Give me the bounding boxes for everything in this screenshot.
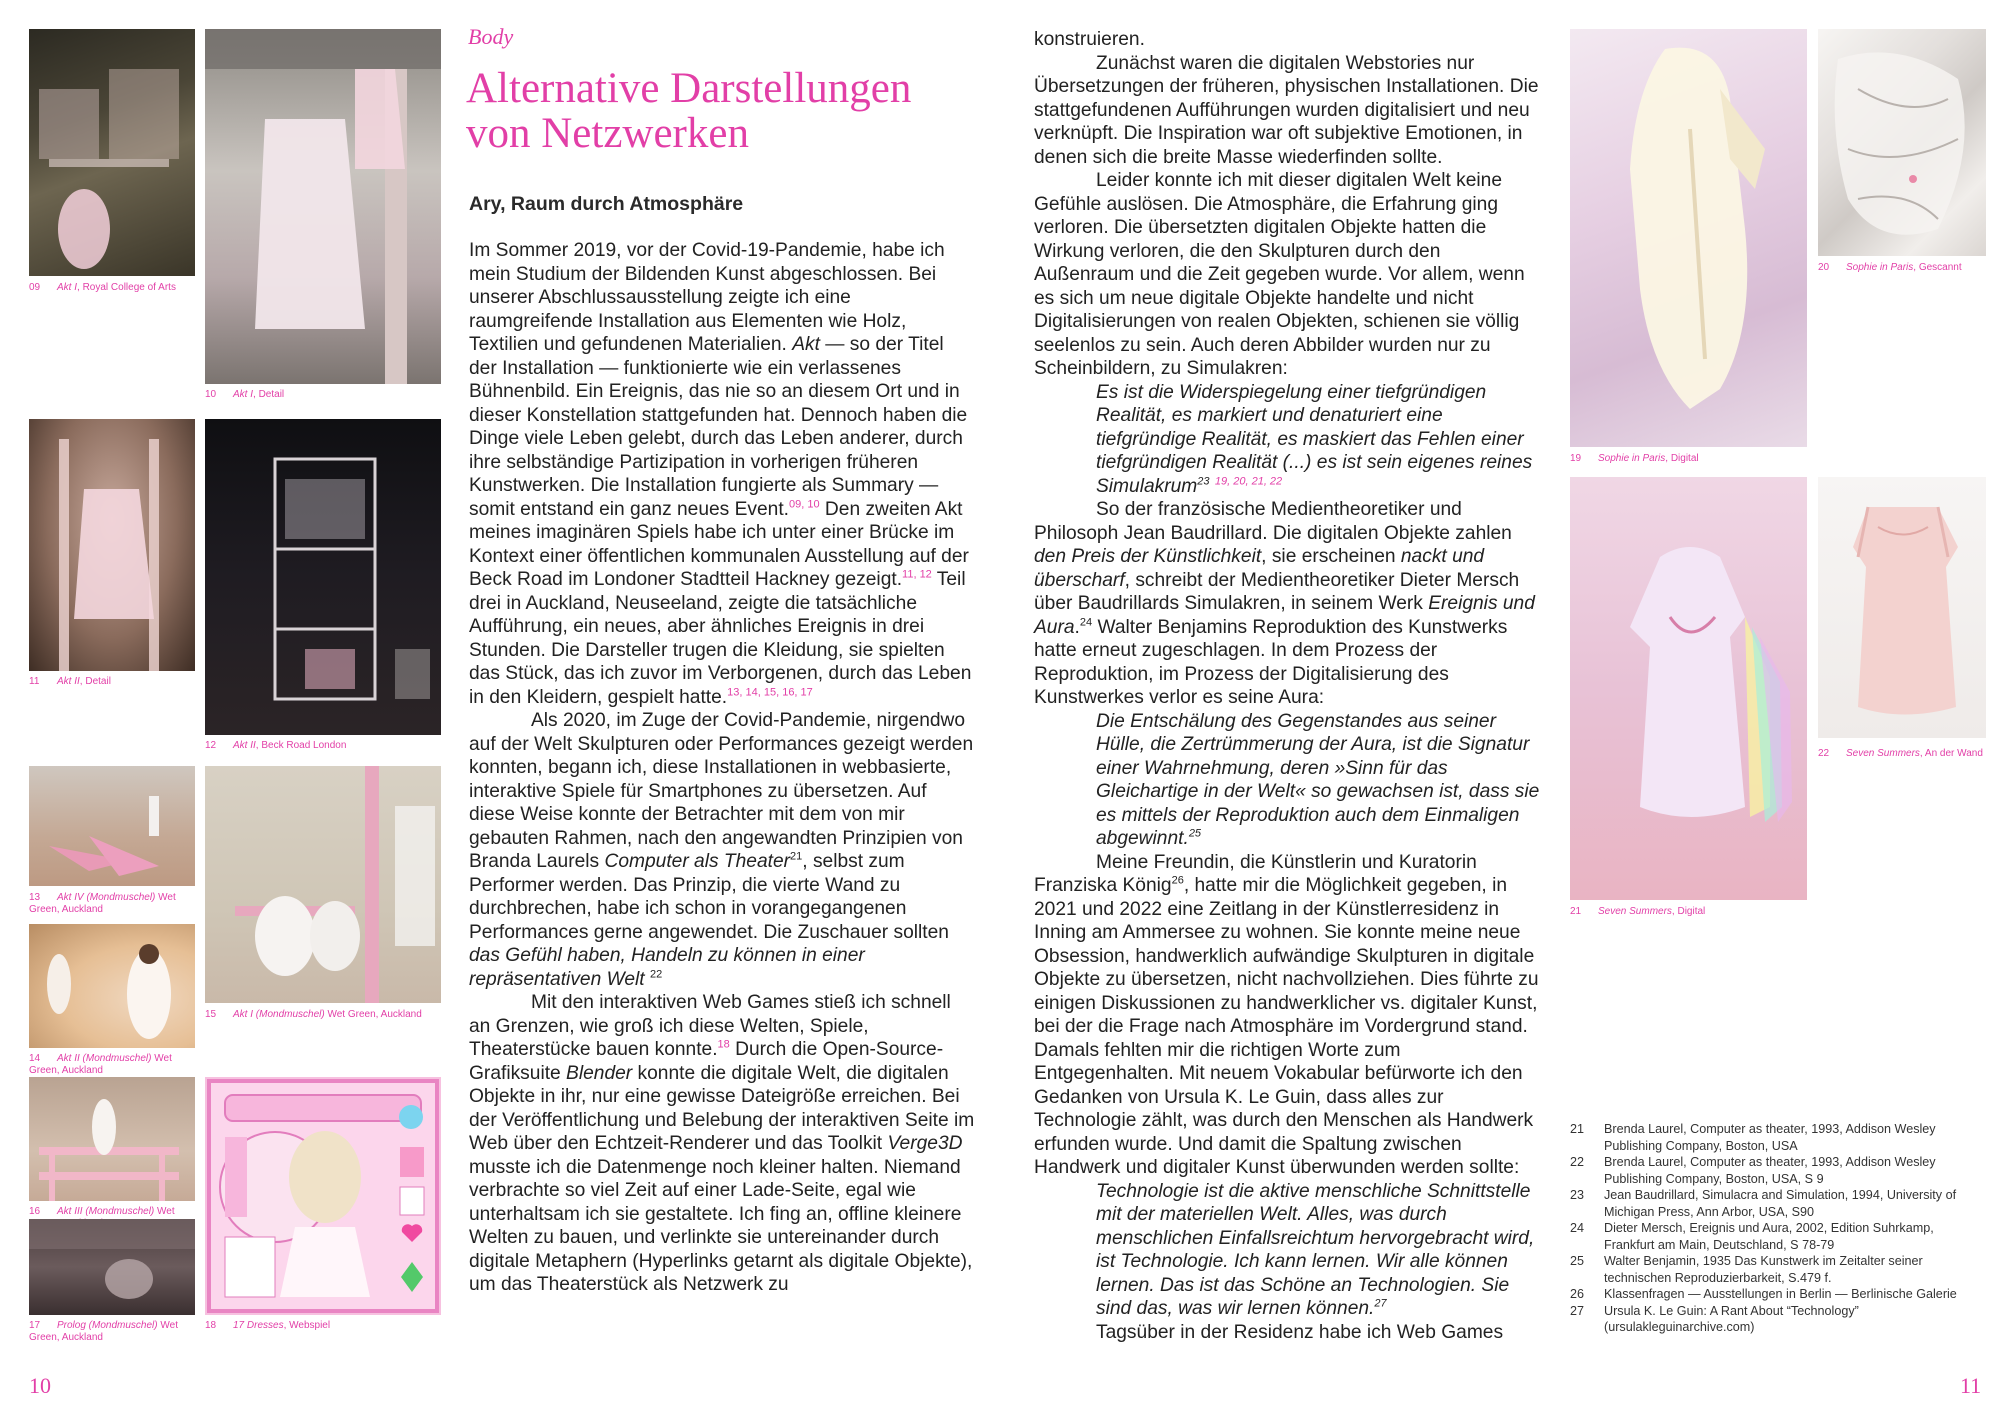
footnote-22: 22 Brenda Laurel, Computer as theater, 1993, Addison Wesley Publishing Company, Boston, USA, S 9: [1570, 1155, 1936, 1186]
paragraph-5: Leider konnte ich mit dieser digitalen Welt keine Gefühle auslösen. Die Atmosphäre, die Erfahrung ging verloren. Die übersetzten digitalen Objekte hatten die Wirkung verloren, die den Skulpturen durch den Außenraum und die Zeit gegeben wurde. Vor allem, wenn es sich um neue digitale Objekte handelte und nicht Digitalisierungen von realen Objekten, schienen sie völlig seelenlos zu sein. Auch deren Abbilder wurden nur zu Scheinbildern, zu Simulakren:: [1034, 170, 1525, 379]
photo-15-akt-i-mondmuschel: [205, 766, 441, 1003]
paragraph-7: Meine Freundin, die Künstlerin und Kuratorin Franziska König$^{26}$, hatte mir die Möglichkeit gegeben, in 2021 und 2022 eine Zeitlang in der Künstlerresidenz in Inning am Ammersee zu wohnen. Sie konnte meine neue Obsession, handwerklich aufwändige Skulpturen in digitale Objekte zu übersetzen, nicht nachvollziehen. Dies führte zu einigen Diskussionen zu handwerklicher vs. digitaler Kunst, bei der die Frage nach Atmosphäre im Vordergrund stand. Damals fehlten mir die richtigen Worte zum Entgegenhalten. Mit neuem Vokabular befürworte ich den Gedanken von Ursula K. Le Guin, dass alles zur Technologie zählt, was durch den Menschen als Handwerk erfunden wurde. Und damit die Spaltung zwischen Handwerk und digitaler Kunst überwunden werden sollte:: [1034, 851, 1539, 1178]
photo-10-akt-i-detail: [205, 29, 441, 384]
subtitle: Ary, Raum durch Atmosphäre: [469, 193, 744, 215]
photo-21-seven-summers-digital: [1570, 477, 1807, 900]
title-line-1: Alternative Darstellungen: [466, 65, 912, 112]
caption-20: 20 Sophie in Paris, Gescannt: [1818, 262, 1962, 273]
caption-15: 15 Akt I (Mondmuschel) Wet Green, Auckland: [205, 1009, 422, 1020]
title-line-2: von Netzwerken: [466, 110, 749, 157]
column-2-text: [1034, 28, 1544, 1344]
photo-13-akt-iv-mondmuschel: [29, 766, 195, 886]
paragraph-8: Tagsüber in der Residenz habe ich Web Games: [1096, 1321, 1504, 1343]
footnote-27: 27 Ursula K. Le Guin: A Rant About “Technology” (ursulakleguinarchive.com): [1570, 1303, 1859, 1334]
page-title: [466, 66, 911, 156]
caption-11: 11 Akt II, Detail: [29, 676, 111, 687]
photo-16-akt-iii-mondmuschel: [29, 1077, 195, 1201]
caption-19: 19 Sophie in Paris, Digital: [1570, 453, 1699, 464]
photo-09-akt-i-royal-college: [29, 29, 195, 276]
footnote-26: 26 Klassenfragen — Ausstellungen in Berlin — Berlinische Galerie: [1570, 1287, 1957, 1301]
caption-14: 14 Akt II (Mondmuschel) Wet Green, Auckland: [29, 1053, 172, 1076]
caption-10: 10 Akt I, Detail: [205, 389, 285, 400]
footnote-25: 25 Walter Benjamin, 1935 Das Kunstwerk im Zeitalter seiner technischen Reproduzierbarkeit, S.479 f.: [1570, 1254, 1923, 1285]
paragraph-1: Im Sommer 2019, vor der Covid-19-Pandemie, habe ich mein Studium der Bildenden Kunst abgeschlossen. Bei unserer Abschlussausstellung zeigte ich eine raumgreifende Installation aus Elementen wie Holz, Textilien und gefundenen Materialien. Akt — so der Titel der Installation — funktionierte wie ein verlassenes Bühnenbild. Ein Ereignis, das nie so an diesem Ort und in dieser Konstellation stattgefunden hat. Dennoch haben die Dinge viele Leben gelebt, durch das Leben anderer, durch ihre selbständige Partizipation in vorherigen früheren Kunstwerken. Die Installation fungierte als Summary — somit entstand ein ganz neues Event.$^{09, 10}$ Den zweiten Akt meines imaginären Spiels habe ich unter einer Brücke im Kontext einer öffentlichen kommunalen Ausstellung auf der Beck Road im Londoner Stadtteil Hackney gezeigt.$^{11, 12}$ Teil drei in Auckland, Neuseeland, zeigte die tatsächliche Aufführung, ein neues, aber ähnliches Ereignis in drei Stunden. Die Darsteller trugen die Kleidung, sie spielten das Stück, das ich zuvor im Verborgenen, durch das Leben in den Kleidern, gespielt hatte.$^{13, 14, 15, 16, 17}$: [469, 240, 972, 708]
paragraph-3: Mit den interaktiven Web Games stieß ich schnell an Grenzen, wie groß ich diese Welten, Spiele, Theaterstücke bauen konnte.$^{18}$ Durch die Open-Source-Grafiksuite Blender konnte die digitale Welt, die digitalen Objekte in ihr, nur eine gewisse Dateigröße erreichen. Bei der Veröffentlichung und Belebung der interaktiven Seite im Web über den Echtzeit-Renderer und das Toolkit Verge3D musste ich die Datenmenge noch kleiner halten. Niemand verbrachte so viel Zeit auf einer Lade-Seite, egal wie unterhaltsam ich sie gestaltete. Ich fing an, offline kleinere Welten zu bauen, und verlinkte sie untereinander durch digitale Metaphern (Hyperlinks getarnt als digitale Objekte), um das Theaterstück als Netzwerk zu: [469, 992, 975, 1295]
caption-21: 21 Seven Summers, Digital: [1570, 906, 1706, 917]
photo-22-seven-summers-an-der-wand: [1818, 477, 1986, 738]
caption-13: 13 Akt IV (Mondmuschel) Wet Green, Auckland: [29, 892, 176, 915]
photo-20-sophie-in-paris-gescannt: [1818, 29, 1986, 256]
photo-17-prolog-mondmuschel: [29, 1219, 195, 1315]
paragraph-continued: konstruieren.: [1034, 29, 1145, 50]
caption-22: 22 Seven Summers, An der Wand: [1818, 748, 1983, 759]
column-1-text: [469, 239, 975, 1297]
photo-14-akt-ii-mondmuschel: [29, 924, 195, 1048]
section-label: Body: [468, 24, 514, 49]
footnotes: [1570, 1121, 1986, 1336]
paragraph-2: Als 2020, im Zuge der Covid-Pandemie, nirgendwo auf der Welt Skulpturen oder Performances gezeigt werden konnten, begann ich, diese Installationen in webbasierte, interaktive Spiele für Smartphones zu übersetzen. Auf diese Weise konnte der Betrachter mit dem von mir gebauten Rahmen, nach den angewandten Prinzipien von Branda Laurels Computer als Theater$^{21}$, selbst zum Performer werden. Das Prinzip, die vierte Wand zu durchbrechen, habe ich schon in vorangegangenen Performances gerne angewendet. Die Zuschauer sollten das Gefühl haben, Handeln zu können in einer repräsentativen Welt $^{22}$: [469, 710, 974, 990]
photo-19-sophie-in-paris-digital: [1570, 29, 1807, 447]
caption-17: 17 Prolog (Mondmuschel) Wet Green, Auckland: [29, 1320, 178, 1343]
quote-benjamin: Die Entschälung des Gegenstandes aus seiner Hülle, die Zertrümmerung der Aura, ist die Signatur einer Wahrnehmung, deren »Sinn für das Gleichartige in der Welt« so gewachsen ist, dass sie es mittels der Reproduktion auch dem Einmaligen abgewinnt.$^{25}$: [1096, 710, 1540, 849]
footnote-24: 24 Dieter Mersch, Ereignis und Aura, 2002, Edition Suhrkamp, Frankfurt am Main, Deutschland, S 78-79: [1570, 1221, 1934, 1252]
photo-12-akt-ii-beck-road: [205, 419, 441, 735]
caption-18: 18 17 Dresses, Webspiel: [205, 1320, 331, 1331]
photo-11-akt-ii-detail: [29, 419, 195, 671]
caption-12: 12 Akt II, Beck Road London: [205, 740, 347, 751]
page-number-left: 10: [29, 1373, 51, 1398]
caption-09: 09 Akt I, Royal College of Arts: [29, 282, 176, 293]
paragraph-6: So der französische Medientheoretiker und Philosoph Jean Baudrillard. Die digitalen Objekte zahlen den Preis der Künstlichkeit, sie erscheinen nackt und überscharf, schreibt der Medientheoretiker Dieter Mersch über Baudrillards Simulakren, in seinem Werk Ereignis und Aura.$^{24}$ Walter Benjamins Reproduktion des Kunstwerks hatte erneut zugeschlagen. In dem Prozess der Reproduktion, im Prozess der Digitalisierung des Kunstwerkes verlor es seine Aura:: [1034, 499, 1535, 708]
page-number-right: 11: [1960, 1373, 1982, 1398]
quote-baudrillard: Es ist die Widerspiegelung einer tiefgründigen Realität, es markiert und denaturiert eine tiefgründige Realität, es maskiert das Fehlen einer tiefgründigen Realität (...) es ist sein eigenes reines Simulakrum$^{23}$ $^{19, 20, 21, 22}$: [1096, 381, 1533, 497]
footnote-21: 21 Brenda Laurel, Computer as theater, 1993, Addison Wesley Publishing Company, Boston, USA: [1570, 1122, 1936, 1153]
quote-le-guin: Technologie ist die aktive menschliche Schnittstelle mit der materiellen Welt. Alles, was durch menschlichen Einfallsreichtum hervorgebracht wird, ist Technologie. Ich kann lernen. Wir alle können lernen. Das ist das Schöne an Technologien. Sie sind das, was wir lernen können.$^{27}$: [1096, 1180, 1535, 1319]
caption-16: 16 Akt III (Mondmuschel) Wet: [29, 1206, 175, 1217]
footnote-23: 23 Jean Baudrillard, Simulacra and Simulation, 1994, University of Michigan Press, Ann Arbor, USA, S90: [1570, 1188, 1957, 1219]
paragraph-4: Zunächst waren die digitalen Webstories nur Übersetzungen der früheren, physischen Installationen. Die stattgefundenen Aufführungen wurden digitalisiert und neu verknüpft. Die Inspiration war oft subjektive Emotionen, in denen sich die breite Masse wiederfinden sollte.: [1034, 52, 1539, 168]
photo-18-17-dresses-webspiel: [205, 1077, 441, 1315]
